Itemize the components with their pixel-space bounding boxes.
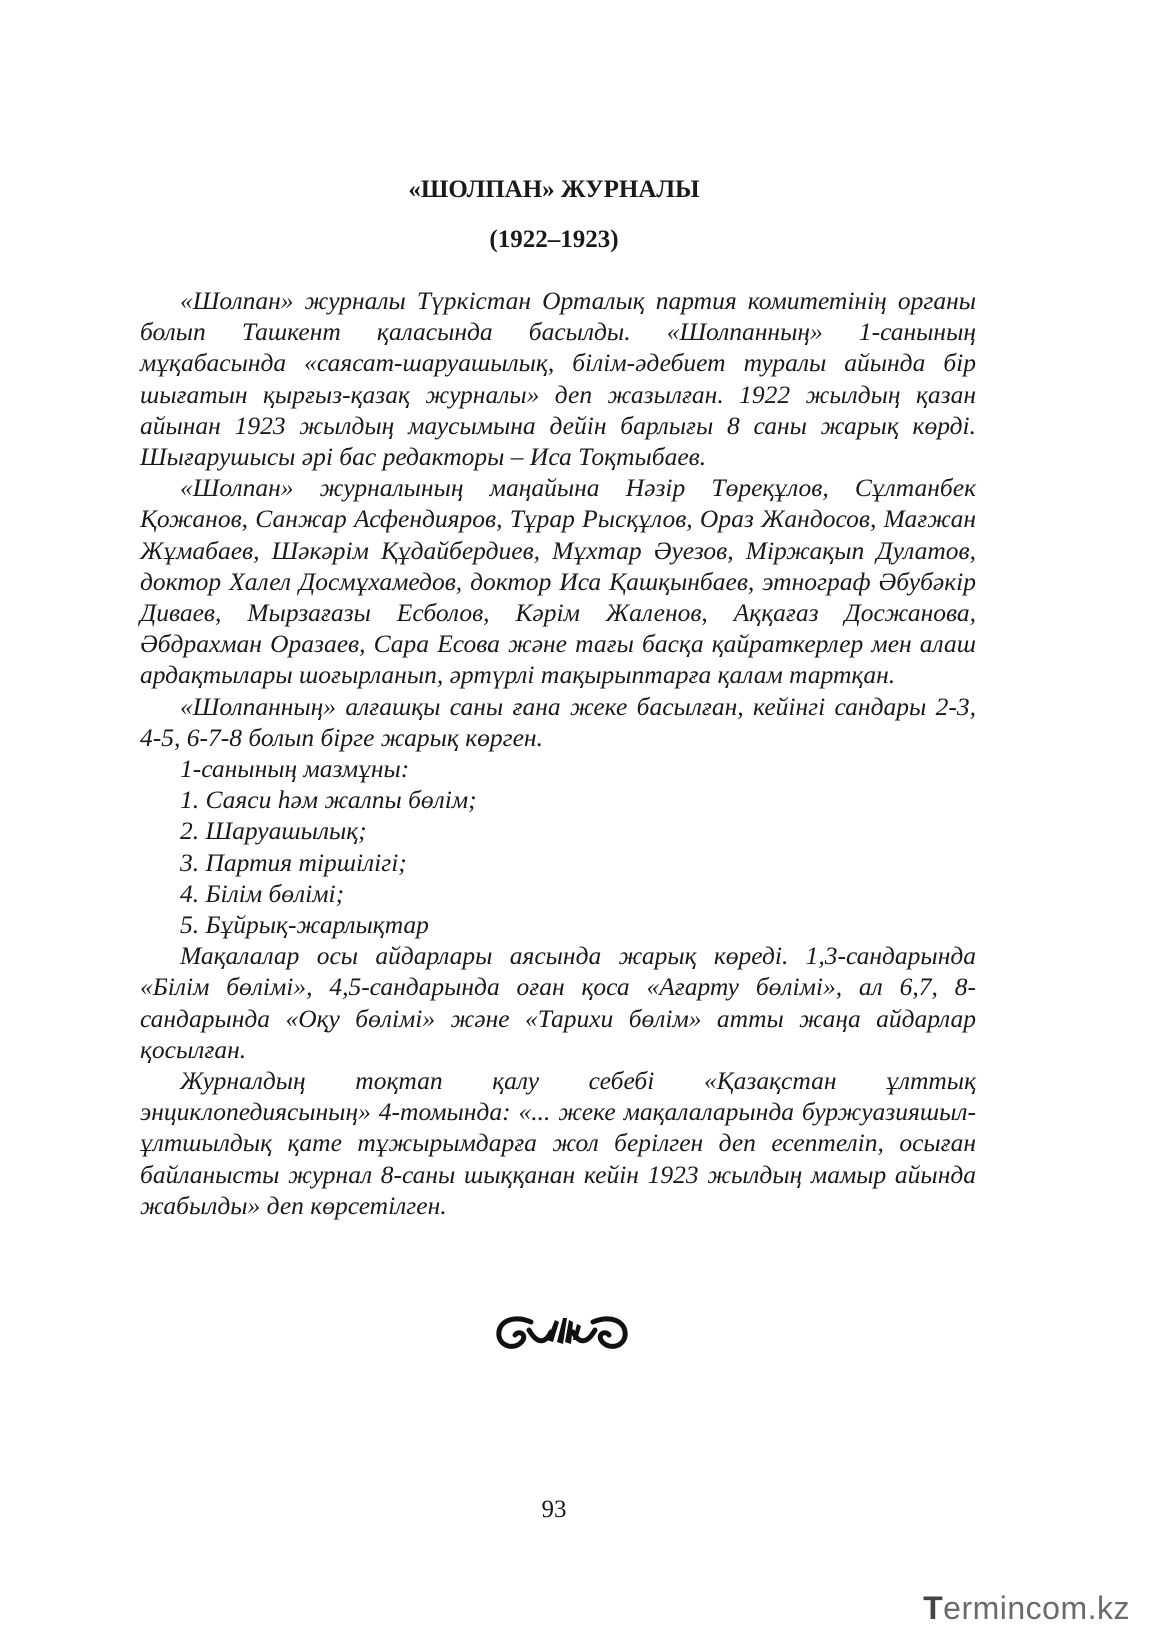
ornament-scroll-icon: [493, 1310, 631, 1354]
paragraph: «Шолпан» журналы Түркістан Орталық партия комитетінің органы болып Ташкент қаласында басылды. «Шолпанның» 1-санының мұқабасында «саясат-шаруашылық, білім-әдебиет туралы айында бір шығатын қырғыз-қазақ журналы» деп жазылған. 1922 жылдың қазан айынан 1923 жылдың маусымына дейін барлығы 8 саны жарық көрді. Шығарушысы әрі бас редакторы – Иса Тоқтыбаев.: [140, 286, 976, 472]
paragraph: Журналдың тоқтап қалу себебі «Қазақстан ұлттық энциклопедиясының» 4-томында: «... жеке мақалаларында буржуазияшыл-ұлтшылдық қате тұжырымдарға жол берілген деп есептеліп, осыған байланысты журнал 8-саны шыққанан кейін 1923 жылдың мамыр айында жабылды» деп көрсетілген.: [140, 1066, 976, 1220]
paragraph: Мақалалар осы айдарлары аясында жарық көреді. 1,3-сандарында «Білім бөлімі», 4,5-сандарында оған қоса «Ағарту бөлімі», ал 6,7, 8-сандарында «Оқу бөлімі» және «Тарихи бөлім» атты жаңа айдарлар қосылған.: [140, 941, 976, 1064]
site-watermark: [923, 1590, 1130, 1627]
article-body: [140, 285, 976, 1221]
contents-item: 3. Партия тіршілігі;: [180, 847, 407, 877]
contents-item: 4. Білім бөлімі;: [180, 878, 345, 908]
watermark-initial: T: [923, 1590, 944, 1626]
contents-heading: 1-санының мазмұны:: [180, 754, 410, 784]
contents-item: 1. Саяси һәм жалпы бөлім;: [180, 785, 477, 815]
watermark-text: ermincom.kz: [943, 1590, 1130, 1626]
page-subtitle-years: (1922–1923): [489, 226, 619, 253]
contents-item: 2. Шаруашылық;: [180, 816, 367, 846]
page-number: 93: [541, 1496, 567, 1523]
page-title: «ШОЛПАН» ЖУРНАЛЫ: [408, 176, 700, 203]
paragraph: «Шолпанның» алғашқы саны ғана жеке басылған, кейінгі сандары 2-3, 4-5, 6-7-8 болып бірге жарық көрген.: [140, 691, 976, 752]
contents-item: 5. Бұйрық-жарлықтар: [180, 910, 429, 940]
paragraph: «Шолпан» журналының маңайына Нәзір Төреқұлов, Сұлтанбек Қожанов, Санжар Асфендияров, Тұрар Рысқұлов, Ораз Жандосов, Мағжан Жұмабаев, Шәкәрім Құдайбердиев, Мұхтар Әуезов, Міржақып Дулатов, доктор Халел Досмұхамедов, доктор Иса Қашқынбаев, этнограф Әбубәкір Диваев, Мырзағазы Есболов, Кәрім Жаленов, Аққағаз Досжанова, Әбдрахман Оразаев, Сара Есова және тағы басқа қайраткерлер мен алаш ардақтылары шоғырланып, әртүрлі тақырыптарға қалам тартқан.: [140, 473, 976, 690]
